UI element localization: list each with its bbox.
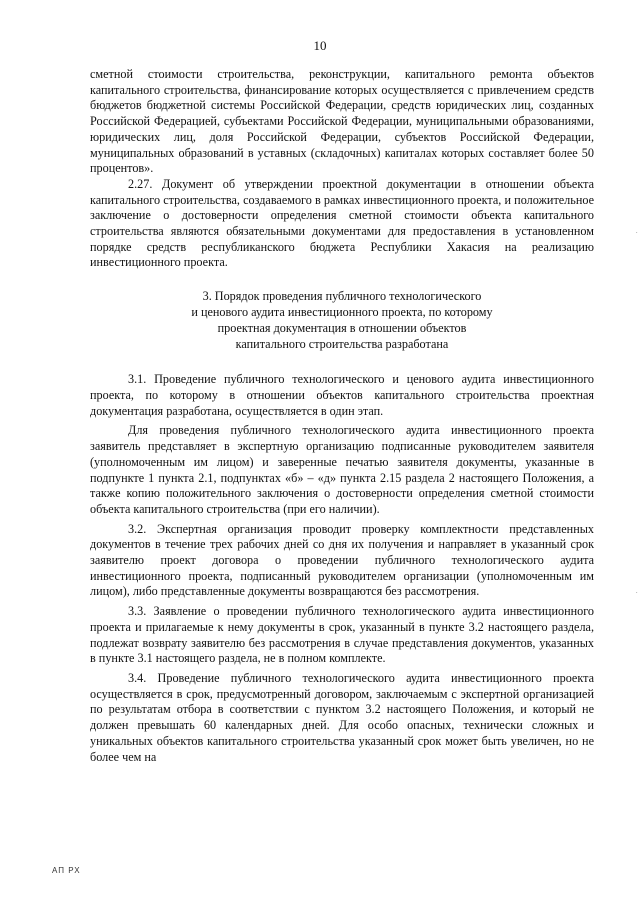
- footer-mark: АП РХ: [52, 866, 81, 875]
- section-3-heading: [90, 289, 594, 352]
- paragraph-3-3: 3.3. Заявление о проведении публичного технологического аудита инвестиционного проекта и прилагаемые к нему документы в срок, указанный в пункте 3.2 настоящего раздела, подлежат возврату заявителю без рассмотрения в случае представления документов, указанных в пункте 3.1 настоящего раздела, не в полном комплекте.: [90, 604, 594, 666]
- paragraph-3-1-details: Для проведения публичного технологического аудита инвестиционного проекта заявитель представляет в экспертную организацию подписанные руководителем заявителя (уполномоченным им лицом) и заверенные печатью заявителя документы, указанные в подпункте 1 пункта 2.1, подпунктах «б» – «д» пункта 2.15 раздела 2 настоящего Положения, а также копию положительного заключения о достоверности определения сметной стоимости объекта капитального строительства (при его наличии).: [90, 423, 594, 516]
- heading-line: и ценового аудита инвестиционного проекта, по которому: [191, 304, 493, 319]
- paragraph-3-4: 3.4. Проведение публичного технологического аудита инвестиционного проекта осуществляется в срок, предусмотренный договором, заключаемым с экспертной организацией по результатам отбора в соответствии с пунктом 3.2 настоящего Положения, и который не должен превышать 60 календарных дней. Для особо опасных, технически сложных и уникальных объектов капитального строительства указанный срок может быть увеличен, но не более чем на: [90, 670, 594, 764]
- margin-tick: ·: [635, 588, 638, 597]
- document-body: [90, 67, 594, 765]
- heading-line: проектная документация в отношении объектов: [217, 320, 467, 335]
- heading-line: 3. Порядок проведения публичного технологического: [202, 289, 482, 304]
- paragraph-continuation: сметной стоимости строительства, реконструкции, капитального ремонта объектов капитального строительства, финансирование которых осуществляется с привлечением средств бюджетов бюджетной системы Российской Федерации, средств юридических лиц, созданных Российской Федерацией, субъектами Российской Федерации, муниципальными образованиями, юридических лиц, доля Российской Федерации, субъектов Российской Федерации, муниципальных образований в уставных (складочных) капиталах которых составляет более 50 процентов».: [90, 67, 594, 176]
- margin-tick: ·: [635, 228, 638, 237]
- page-number: 10: [313, 38, 327, 53]
- heading-line: капитального строительства разработана: [235, 336, 449, 351]
- paragraph-3-1: 3.1. Проведение публичного технологического и ценового аудита инвестиционного проекта, по которому в отношении объектов капитального строительства проектная документация разработана, осуществляется в один этап.: [90, 372, 594, 418]
- paragraph-3-2: 3.2. Экспертная организация проводит проверку комплектности представленных документов в течение трех рабочих дней со дня их получения и направляет в указанный срок заявителю проект договора о проведении публичного технологического аудита инвестиционного проекта, подписанный руководителем организации (уполномоченным им лицом), либо представленные документы возвращаются без рассмотрения.: [90, 521, 594, 599]
- paragraph-2-27: 2.27. Документ об утверждении проектной документации в отношении объекта капитального строительства, создаваемого в рамках инвестиционного проекта, и положительное заключение о достоверности определения сметной стоимости объекта капитального строительства являются обязательными документами для предоставления в установленном порядке средств республиканского бюджета Республики Хакасия на реализацию инвестиционного проекта.: [90, 176, 594, 270]
